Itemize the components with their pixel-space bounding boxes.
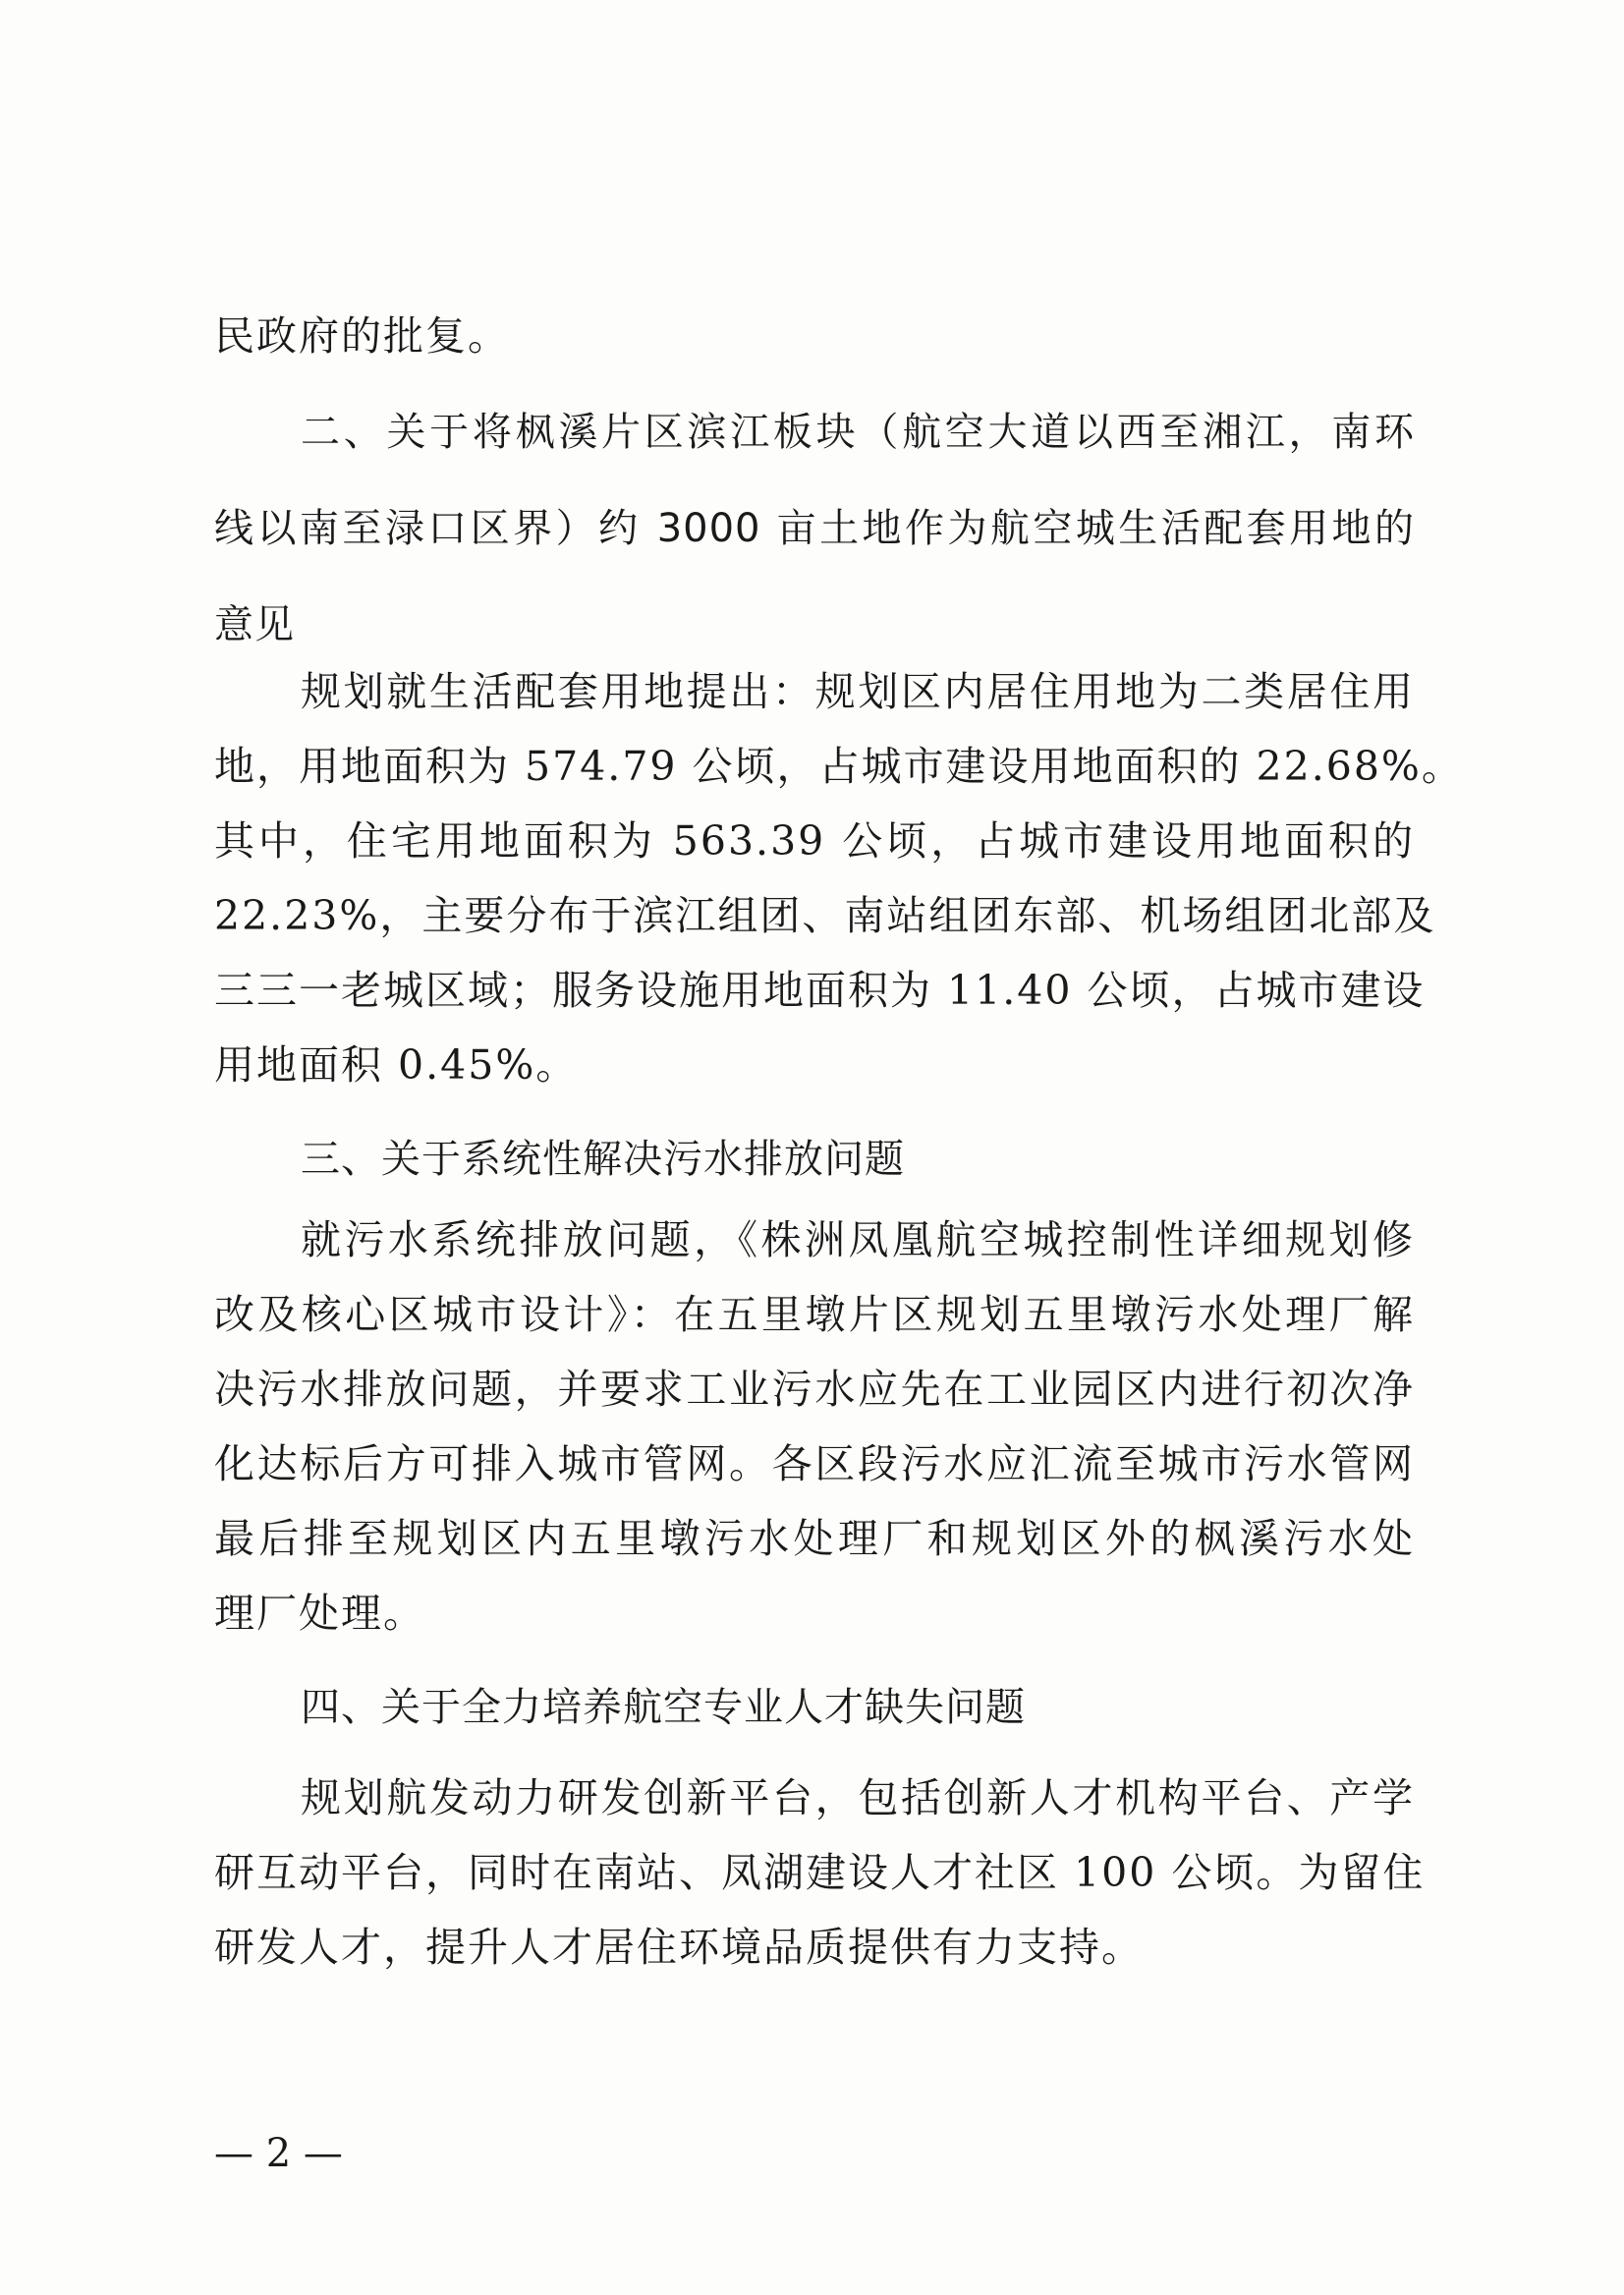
text-line: 研发人才，提升人才居住环境品质提供有力支持。 — [214, 1924, 1144, 1971]
page-number: — 2 — — [214, 2131, 343, 2176]
text-line: 最后排至规划区内五里墩污水处理厂和规划区外的枫溪污水处 — [214, 1515, 1415, 1562]
text-line: 化达标后方可排入城市管网。各区段污水应汇流至城市污水管网 — [214, 1440, 1415, 1487]
text-line: 研互动平台，同时在南站、凤湖建设人才社区 100 公顷。为留住 — [214, 1849, 1426, 1896]
text-line: 理厂处理。 — [214, 1590, 425, 1637]
text-line: 用地面积 0.45%。 — [214, 1041, 579, 1089]
section-heading-3: 三、关于系统性解决污水排放问题 — [301, 1137, 905, 1182]
text-line: 决污水排放问题，并要求工业污水应先在工业园区内进行初次净 — [214, 1366, 1415, 1413]
text-line: 三三一老城区域；服务设施用地面积为 11.40 公顷，占城市建设 — [214, 967, 1426, 1014]
section-heading-4: 四、关于全力培养航空专业人才缺失问题 — [301, 1685, 1026, 1730]
text-line: 地，用地面积为 574.79 公顷，占城市建设用地面积的 22.68%。 — [214, 743, 1464, 790]
text-line: 其中，住宅用地面积为 563.39 公顷，占城市建设用地面积的 — [214, 817, 1415, 865]
text-line: 改及核心区城市设计》：在五里墩片区规划五里墩污水处理厂解 — [214, 1291, 1415, 1338]
text-line: 就污水系统排放问题，《株洲凤凰航空城控制性详细规划修 — [301, 1216, 1415, 1263]
text-line: 规划航发动力研发创新平台，包括创新人才机构平台、产学 — [301, 1774, 1415, 1821]
text-line: 规划就生活配套用地提出：规划区内居住用地为二类居住用 — [301, 668, 1415, 715]
section-heading-2-cont: 线以南至渌口区界）约 3000 亩土地作为航空城生活配套用地的 — [214, 506, 1415, 551]
text-line: 22.23%，主要分布于滨江组团、南站组团东部、机场组团北部及 — [214, 892, 1436, 939]
section-heading-2-end: 意见 — [214, 602, 295, 647]
text-line: 民政府的批复。 — [214, 312, 510, 360]
section-heading-2: 二、关于将枫溪片区滨江板块（航空大道以西至湘江，南环 — [301, 410, 1415, 455]
